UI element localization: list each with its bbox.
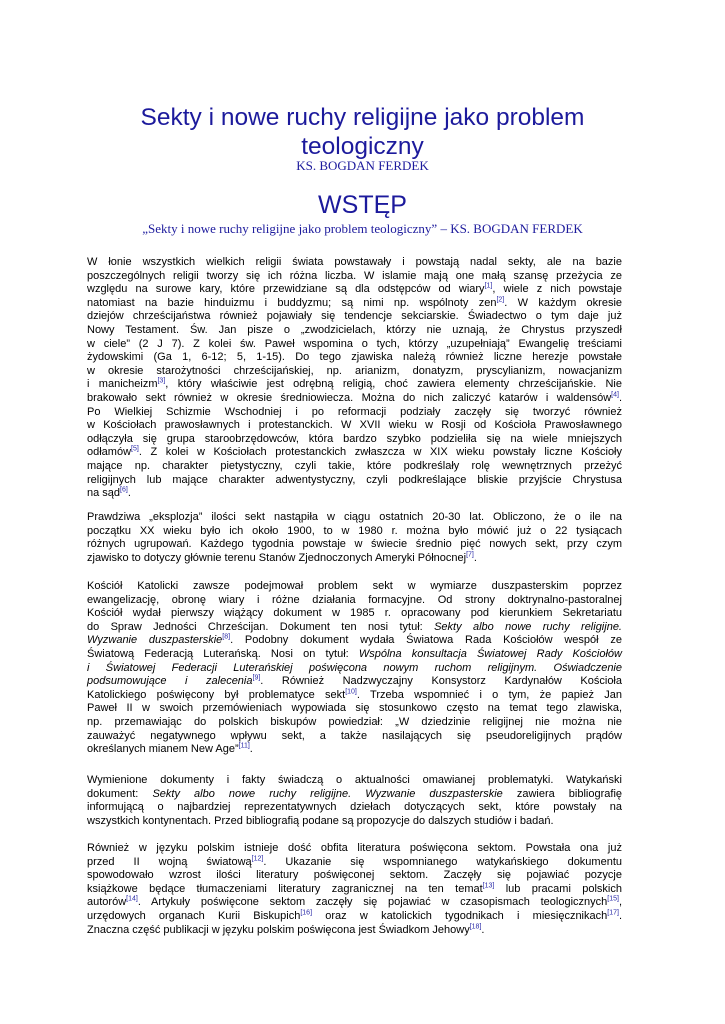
text-line: autorów[14]. Artykuły poświęcone sektom zaczęły się pojawiać w czasopismach teologicznych[15],	[87, 895, 622, 909]
text-line: informującą o najbardziej reprezentatywnych dziełach dotyczących sekt, które powstały na	[87, 801, 622, 814]
text-line: Po Wielkiej Schizmie Wschodniej i po reformacji podziały zaczęły się tworzyć również	[87, 405, 622, 418]
footnote-ref[interactable]: [10]	[345, 688, 357, 696]
text-line: na sąd[6].	[87, 486, 131, 500]
text-line: do Spraw Jedności Chrześcijan. Dokument ten nosi tytuł: Sekty albo nowe ruchy religijne.	[87, 620, 622, 633]
text-line: różnych ugrupowań. Każdego tygodnia powstaje w świecie średnio pięć nowych sekt, przy czym	[87, 538, 622, 551]
text-line: w ciele” (2 J 7). Z kolei św. Paweł wspomina o tych, którzy „uzupełniają” Ewangelię treściami	[87, 337, 622, 350]
footnote-ref[interactable]: [5]	[131, 445, 139, 453]
footnote-ref[interactable]: [15]	[607, 895, 619, 903]
text-line: dokument: Sekty albo nowe ruchy religijne. Wyzwanie duszpasterskie zawiera bibliografię	[87, 787, 623, 800]
text-line: i Światowej Federacji Luterańskiej poświęcona nowym ruchom religijnym. Oświadczenie	[87, 661, 622, 674]
text-line: Znaczna część publikacji w języku polskim poświęcona jest Świadkom Jehowy[18].	[87, 922, 485, 936]
text-line: względu na surowe kary, które przewidziane są dla odstępców od wiary[1], wiele z nich powstaje	[87, 282, 622, 296]
text-line: zjawisko to dotyczy głównie terenu Stanów Zjednoczonych Ameryki Północnej[7].	[87, 551, 477, 564]
footnote-ref[interactable]: [16]	[300, 909, 313, 917]
text-line: religijnych lub mające charakter adwentystyczny, czyli podkreślające bliskie przyjście Chrystusa	[87, 473, 622, 486]
text-line: Paweł II w swoich przemówieniach wypowiada się stosunkowo często na temat tego zlawiska,	[87, 702, 622, 715]
footnote-ref[interactable]: [18]	[469, 922, 482, 930]
text-line: Światową Federacją Luterańską. Nosi on tytuł: Wspólna konsultacja Światowej Rady Kościołów	[87, 647, 622, 660]
text-line: książkowe będące tłumaczeniami literatury zagranicznej na ten temat[13] lub pracami polskich	[87, 882, 622, 895]
section-heading: WSTĘP	[318, 191, 407, 219]
footnote-ref[interactable]: [7]	[466, 551, 474, 559]
text-line: Wymienione dokumenty i fakty świadczą o aktualności omawianej problematyki. Watykański	[87, 774, 622, 786]
text-line: spowodowało wzrost ilości literatury poświęconej sektom. Zaczęły się pojawiać pozycje	[87, 869, 622, 882]
text-line: żydowskimi (Ga 1, 6-12; 5, 1-15). Do tego zjawiska należą również liczne herezje powstałe	[87, 351, 622, 364]
footnote-ref[interactable]: [17]	[607, 909, 619, 917]
footnote-ref[interactable]: [4]	[611, 391, 619, 399]
footnote-ref[interactable]: [8]	[222, 633, 231, 641]
text-line: W łonie wszystkich wielkich religii świata powstawały i powstają nadal sekty, ale na bazie	[87, 256, 622, 268]
paragraph-church	[87, 580, 622, 757]
footnote-ref[interactable]: [14]	[126, 895, 138, 903]
footnote-ref[interactable]: [3]	[157, 377, 166, 385]
paragraph-explosion	[87, 511, 622, 565]
text-line: Kościół Katolicki zawsze podejmował problem sekt w wymiarze duszpasterskim poprzez	[87, 580, 622, 592]
text-line: określanych mianem New Age”[11].	[87, 742, 253, 756]
text-line: Również w języku polskim istnieje dość obfita literatura poświęcona sektom. Powstała ona już	[87, 842, 622, 854]
text-line: np. przemawiając do polskich biskupów powiedział: „W dziedzinie religijnej nie można nie	[87, 715, 622, 728]
text-line: wszystkich kontynentach. Przed bibliografią podane są propozycje do dalszych studiów i badań.	[87, 814, 554, 827]
text-line: i manicheizm[3], który właściwie jest odrębną religią, choć zawiera elementy chrześcijańskie. Nie	[87, 377, 622, 391]
text-line: odłamów[5]. Z kolei w Kościołach protestanckich zwłaszcza w XIX wieku powstały liczne Kościoły	[87, 445, 622, 459]
text-line: zauważyć negatywnego wpływu sekt, a także nasilających się pseudoreligijnych prądów	[87, 729, 622, 742]
text-line: urzędowych organach Kurii Biskupich[16] oraz w katolickich tygodnikach i miesięcznikach[17].	[87, 909, 622, 922]
paragraph-polish-literature	[87, 842, 622, 937]
paragraph-documents	[87, 774, 622, 828]
text-line: Katolickiego poświęcony był problematyce sekt[10]. Trzeba wspomnieć i o tym, że papież Jan	[87, 688, 622, 701]
text-line: początku XX wieku było ich około 1900, to w 1980 r. można było mówić już o 22 tysiącach	[87, 524, 622, 537]
document-title: Sekty i nowe ruchy religijne jako problem teologiczny	[140, 104, 585, 160]
footnote-ref[interactable]: [11]	[238, 742, 250, 750]
section-subtitle: „Sekty i nowe ruchy religijne jako problem teologiczny” – KS. BOGDAN FERDEK	[142, 221, 583, 236]
text-line: odłączyła się grupa staroobrzędowców, która bardzo szybko podzieliła się na wiele mniejszych	[87, 432, 622, 445]
footnote-ref[interactable]: [6]	[120, 486, 128, 494]
text-line: mające np. charakter pietystyczny, czyli takie, które podkreślały rolę wewnętrznych przeżyć	[87, 459, 622, 472]
text-line: ewangelizację, obronę wiary i różne działania formacyjne. Od strony doktrynalno-pastoralnej	[87, 593, 622, 606]
text-line: Wyzwanie duszpasterskie[8]. Podobny dokument wydała Światowa Rada Kościołów wespół ze	[87, 633, 622, 647]
text-line: w Kościołach prawosławnych i protestanckich. W XVII wieku w Rosji od Kościoła Prawosławnego	[87, 419, 622, 432]
text-line: poszczególnych religii tworzy się ich różna liczba. W islamie mają one małą szansę przeżycia ze	[87, 269, 622, 282]
text-line: w okresie starożytności chrześcijańskiej, np. arianizm, donatyzm, pryscylianizm, nowacjanizm	[87, 364, 622, 377]
footnote-ref[interactable]: [13]	[482, 882, 495, 890]
footnote-ref[interactable]: [9]	[252, 674, 261, 682]
text-line: Kościół wydał pierwszy wiążący dokument w 1985 r. opracowany pod kierunkiem Sekretariatu	[87, 607, 622, 620]
text-line: podsumowujące i zalecenia[9]. Również Nadzwyczajny Konsystorz Kardynałów Kościoła	[87, 674, 622, 688]
text-line: dziejów chrześcijaństwa również pojawiały się tendencje sekciarskie. Świadectwo o tym daje już	[87, 310, 622, 323]
text-line: przed II wojną światową[12]. Ukazanie się wspomnianego watykańskiego dokumentu	[87, 854, 622, 868]
paragraph-intro	[87, 256, 622, 501]
footnote-ref[interactable]: [12]	[251, 854, 264, 862]
text-line: Nowy Testament. Św. Jan pisze o „zwodzicielach, którzy nie uznają, że Chrystus przyszedł	[87, 323, 622, 336]
text-line: Prawdziwa „eksplozja” ilości sekt nastąpiła w ciągu ostatnich 20-30 lat. Obliczono, że o ile na	[87, 511, 622, 523]
text-line: brakowało sekt również w okresie średniowiecza. Można do nich zaliczyć katarów i waldensów[4].	[87, 391, 622, 404]
footnote-ref[interactable]: [1]	[484, 282, 493, 290]
footnote-ref[interactable]: [2]	[496, 296, 505, 304]
document-author: KS. BOGDAN FERDEK	[296, 158, 429, 173]
text-line: natomiast na bazie hinduizmu i buddyzmu; są nimi np. wspólnoty zen[2]. W każdym okresie	[87, 296, 622, 309]
